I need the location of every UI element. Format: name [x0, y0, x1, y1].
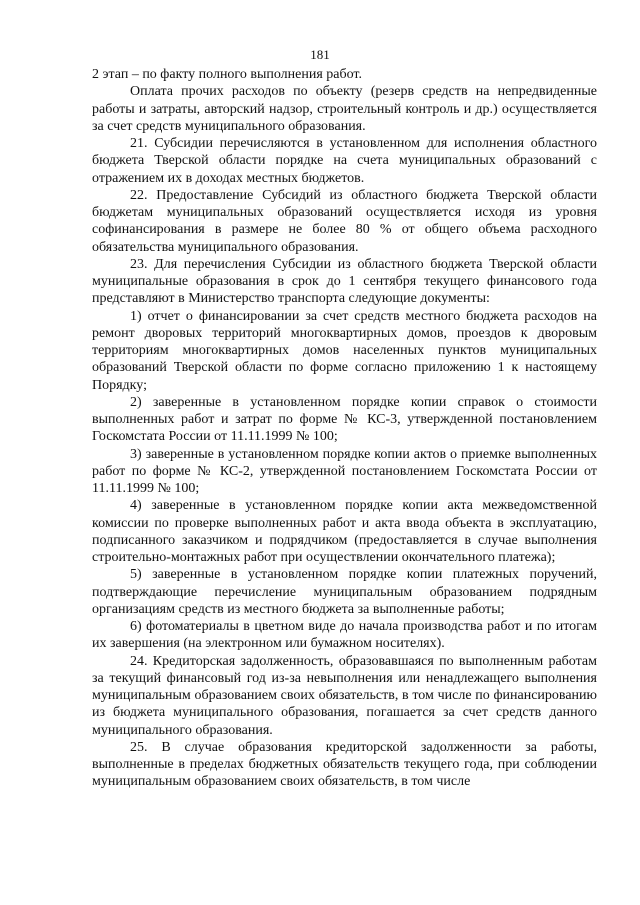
paragraph-subitem-2: 2) заверенные в установленном порядке копии справок о стоимости выполненных работ и затрат по форме № КС-3, утвержденной постановлением Госкомстата России от 11.11.1999 № 100; — [92, 394, 597, 445]
paragraph-item-25: 25. В случае образования кредиторской задолженности за работы, выполненные в пределах бюджетных обязательств текущего года, при соблюдении муниципальным образованием своих обязательств, в том числе — [92, 739, 597, 790]
paragraph-subitem-5: 5) заверенные в установленном порядке копии платежных поручений, подтверждающие перечисление муниципальным образованием подрядным организациям средств из местного бюджета за выполненные работы; — [92, 567, 597, 617]
document-body — [92, 66, 597, 791]
paragraph-item-21: 21. Субсидии перечисляются в установленном для исполнения областного бюджета Тверской области порядке на счета муниципальных образований с отражением их в доходах местных бюджетов. — [92, 136, 597, 186]
paragraph-stage-2: 2 этап – по факту полного выполнения работ. — [92, 67, 362, 82]
paragraph-subitem-4: 4) заверенные в установленном порядке копии акта межведомственной комиссии по проверке выполненных работ и акта ввода объекта в эксплуатацию, подписанного заказчиком и подрядчиком (предоставляется в случае выполнения строительно-монтажных работ при осуществлении окончательного платежа); — [92, 498, 597, 565]
paragraph-subitem-3: 3) заверенные в установленном порядке копии актов о приемке выполненных работ по форме № КС-2, утвержденной постановлением Госкомстата России от 11.11.1999 № 100; — [92, 446, 597, 496]
paragraph-item-22: 22. Предоставление Субсидий из областного бюджета Тверской области бюджетам муниципальных образований осуществляется исходя из уровня софинансирования в размере не более 80 % от общего объема расходного обязательства муниципального образования. — [92, 187, 597, 255]
paragraph-other-expenses: Оплата прочих расходов по объекту (резерв средств на непредвиденные работы и затраты, авторский надзор, строительный контроль и др.) осуществляется за счет средств муниципального образования. — [92, 84, 597, 134]
paragraph-subitem-6: 6) фотоматериалы в цветном виде до начала производства работ и по итогам их завершения (на электронном или бумажном носителях). — [92, 619, 597, 652]
paragraph-subitem-1: 1) отчет о финансировании за счет средств местного бюджета расходов на ремонт дворовых территорий многоквартирных домов, проездов к дворовым территориям многоквартирных домов населенных пунктов муниципальных образований Тверской области по форме согласно приложению 1 к настоящему Порядку; — [92, 308, 597, 393]
paragraph-item-23: 23. Для перечисления Субсидии из областного бюджета Тверской области муниципальные образования в срок до 1 сентября текущего финансового года представляют в Министерство транспорта следующие документы: — [92, 256, 597, 307]
paragraph-item-24: 24. Кредиторская задолженность, образовавшаяся по выполненным работам за текущий финансовый год из-за невыполнения или ненадлежащего выполнения муниципальным образованием своих обязательств, в том числе по финансированию из бюджета муниципального образования, погашается за счет средств данного муниципального образования. — [92, 653, 597, 738]
page-number: 181 — [310, 47, 330, 62]
